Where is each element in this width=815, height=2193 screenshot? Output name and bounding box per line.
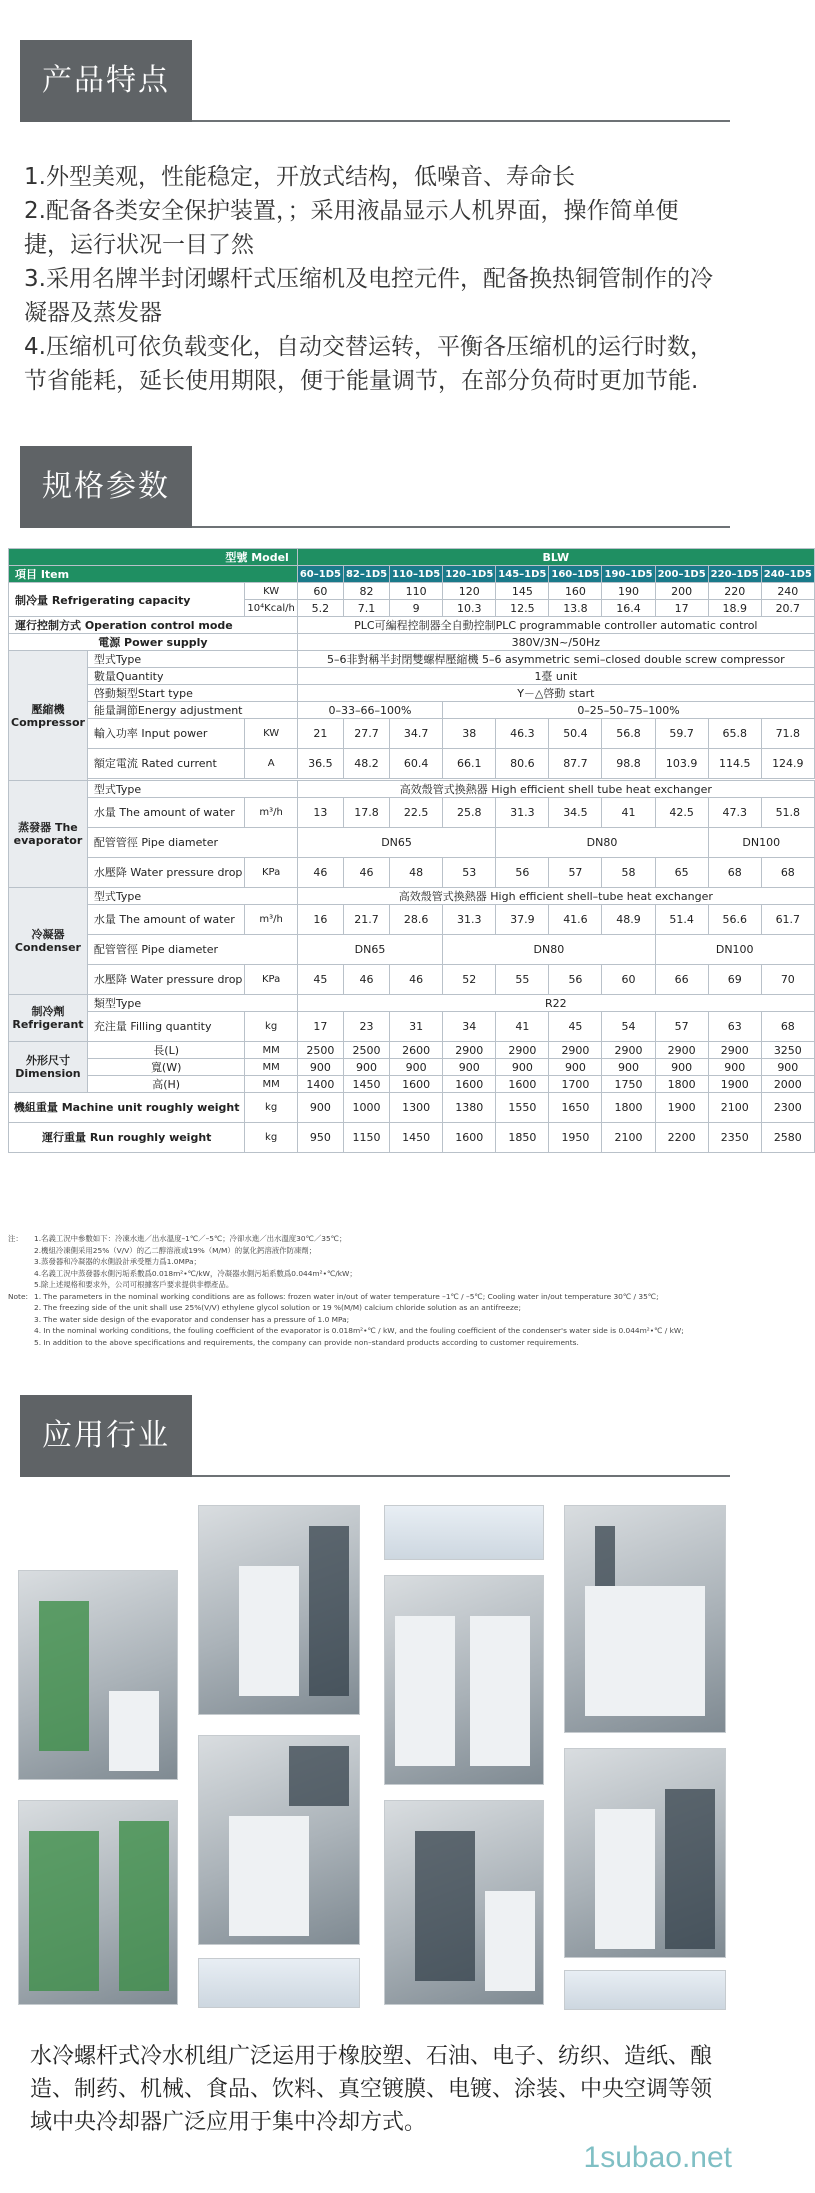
row-label: 充注量 Filling quantity xyxy=(87,1012,245,1042)
unit-cell: KW xyxy=(245,583,297,600)
value-cell: 900 xyxy=(297,1093,343,1123)
note-key: 注： xyxy=(8,1234,23,1243)
value-cell: 9 xyxy=(390,600,443,617)
value-cell: 900 xyxy=(549,1059,602,1076)
table-row xyxy=(9,781,815,798)
value-cell: 28.6 xyxy=(390,905,443,935)
value-cell: 34.5 xyxy=(549,798,602,828)
table-row xyxy=(9,651,815,668)
value-cell: 61.7 xyxy=(761,905,814,935)
model-label: 型號 Model xyxy=(9,549,298,566)
table-row xyxy=(9,583,815,600)
value-cell: 68 xyxy=(761,858,814,888)
value-cell: 50.4 xyxy=(549,719,602,749)
value-cell: 12.5 xyxy=(496,600,549,617)
factory-photo xyxy=(384,1505,544,1560)
value-cell: 2900 xyxy=(708,1042,761,1059)
control-value: PLC可編程控制器全自動控制PLC programmable controller automatic control xyxy=(297,617,814,634)
value-cell: 240–1D5 xyxy=(761,566,814,583)
value-cell: 57 xyxy=(549,858,602,888)
row-label: 配管管徑 Pipe diameter xyxy=(87,828,297,858)
factory-photo xyxy=(198,1735,360,1945)
value-cell: 46 xyxy=(343,965,389,995)
feature-line: 1.外型美观，性能稳定，开放式结构，低噪音、寿命长 xyxy=(24,164,575,190)
value-cell: 17 xyxy=(297,1012,343,1042)
note-line: 2.機組冷凍側采用25%（V/V）的乙二醇溶液或19%（M/M）的氯化鈣溶液作防凍劑； xyxy=(34,1245,317,1255)
value-cell: 200–1D5 xyxy=(655,566,708,583)
value-cell: 65 xyxy=(655,858,708,888)
row-label: 數量Quantity xyxy=(87,668,297,685)
value-cell: 2000 xyxy=(761,1076,814,1093)
row-label: 額定電流 Rated current xyxy=(87,749,245,779)
unit-cell: 10⁴Kcal/h xyxy=(245,600,297,617)
value-cell: 145–1D5 xyxy=(496,566,549,583)
unit-cell: kg xyxy=(245,1093,297,1123)
value-cell: 13 xyxy=(297,798,343,828)
value-cell: 5.2 xyxy=(297,600,343,617)
factory-photo xyxy=(198,1958,360,2008)
table-row xyxy=(9,1042,815,1059)
note-key: Note: xyxy=(8,1291,28,1301)
unit-cell: m³/h xyxy=(245,905,297,935)
row-label: 類型Type xyxy=(87,995,297,1012)
row-label: 輸入功率 Input power xyxy=(87,719,245,749)
capacity-label: 制冷量 Refrigerating capacity xyxy=(9,583,245,617)
value-cell: 2200 xyxy=(655,1123,708,1153)
note-line: 5.除上述規格和要求外，公司可根據客戶要求提供非標產品。 xyxy=(34,1280,234,1289)
value-cell: 1650 xyxy=(549,1093,602,1123)
value-cell: 2600 xyxy=(390,1042,443,1059)
value-cell: 2580 xyxy=(761,1123,814,1153)
table-row xyxy=(9,965,815,995)
value-cell: 18.9 xyxy=(708,600,761,617)
row-value: Y－△啓動 start xyxy=(297,685,814,702)
value-cell: 31.3 xyxy=(443,905,496,935)
value-cell: 220–1D5 xyxy=(708,566,761,583)
table-row xyxy=(9,549,815,566)
row-label: 啓動類型Start type xyxy=(87,685,297,702)
value-cell: 1600 xyxy=(443,1123,496,1153)
value-cell: 900 xyxy=(602,1059,655,1076)
row-value: 0–25–50–75–100% xyxy=(443,702,815,719)
row-label: 型式Type xyxy=(87,781,297,798)
note-line: 5. In addition to the above specifications and requirements, the company can provide non–standard products according to customer requirements. xyxy=(34,1337,579,1347)
row-label: 水壓降 Water pressure drop xyxy=(87,965,245,995)
unit-cell: MM xyxy=(245,1042,297,1059)
condenser-group: 冷凝器 Condenser xyxy=(9,888,88,995)
series-label: BLW xyxy=(297,549,814,566)
value-cell: 48 xyxy=(390,858,443,888)
row-label: 水壓降 Water pressure drop xyxy=(87,858,245,888)
factory-photo xyxy=(564,1970,726,2010)
value-cell: 17.8 xyxy=(343,798,389,828)
value-cell: 2100 xyxy=(602,1123,655,1153)
unit-cell: m³/h xyxy=(245,798,297,828)
value-cell: 900 xyxy=(297,1059,343,1076)
value-cell: 3250 xyxy=(761,1042,814,1059)
value-cell: 120 xyxy=(443,583,496,600)
value-cell: 87.7 xyxy=(549,749,602,779)
specs-header xyxy=(20,446,730,528)
value-cell: 46 xyxy=(297,858,343,888)
value-cell: 41.6 xyxy=(549,905,602,935)
refrigerant-group: 制冷劑 Refrigerant xyxy=(9,995,88,1042)
factory-photo xyxy=(18,1800,178,2005)
value-cell: 1800 xyxy=(602,1093,655,1123)
value-cell: 98.8 xyxy=(602,749,655,779)
row-value: R22 xyxy=(297,995,814,1012)
unit-cell: KPa xyxy=(245,965,297,995)
value-cell: 66.1 xyxy=(443,749,496,779)
unit-cell: kg xyxy=(245,1123,297,1153)
row-value: 高效殼管式換熱器 High efficient shell tube heat exchanger xyxy=(297,781,814,798)
unit-cell: MM xyxy=(245,1059,297,1076)
table-row xyxy=(9,1076,815,1093)
value-cell: 46 xyxy=(343,858,389,888)
table-row xyxy=(9,798,815,828)
value-cell: 110–1D5 xyxy=(390,566,443,583)
value-cell: 2900 xyxy=(602,1042,655,1059)
spec-notes xyxy=(8,1233,738,1348)
note-line: 1. The parameters in the nominal working conditions are as follows: frozen water in/out of water temperature –1℃ / –5℃; Cooling water in/out temperature 30℃ / 35℃; xyxy=(34,1291,659,1301)
row-label: 高(H) xyxy=(87,1076,245,1093)
row-value: DN65 xyxy=(297,935,442,965)
weight-label: 機組重量 Machine unit roughly weight xyxy=(9,1093,245,1123)
features-list xyxy=(24,160,724,398)
value-cell: 27.7 xyxy=(343,719,389,749)
unit-cell: A xyxy=(245,749,297,779)
value-cell: 46 xyxy=(390,965,443,995)
table-row xyxy=(9,617,815,634)
feature-line: 4.压缩机可依负载变化，自动交替运转，平衡各压缩机的运行时数，节省能耗，延长使用期限，便于能量调节，在部分负荷时更加节能. xyxy=(24,334,713,394)
value-cell: 65.8 xyxy=(708,719,761,749)
value-cell: 120–1D5 xyxy=(443,566,496,583)
row-value: DN100 xyxy=(655,935,814,965)
value-cell: 13.8 xyxy=(549,600,602,617)
value-cell: 114.5 xyxy=(708,749,761,779)
industry-description: 水冷螺杆式冷水机组广泛运用于橡胶塑、石油、电子、纺织、造纸、酿造、制药、机械、食品、饮料、真空镀膜、电镀、涂装、中央空调等领域中央冷却器广泛应用于集中冷却方式。 xyxy=(30,2044,713,2135)
feature-line: 3.采用名牌半封闭螺杆式压缩机及电控元件，配备换热铜管制作的冷凝器及蒸发器 xyxy=(24,266,713,326)
value-cell: 240 xyxy=(761,583,814,600)
header-divider xyxy=(192,526,730,528)
note-line: 3.蒸發器和冷凝器的水側設計承受壓力爲1.0MPa； xyxy=(34,1257,201,1266)
value-cell: 900 xyxy=(343,1059,389,1076)
dimension-group: 外形尺寸 Dimension xyxy=(9,1042,88,1093)
industry-header xyxy=(20,1395,730,1477)
factory-photo xyxy=(564,1748,726,1958)
value-cell: 34.7 xyxy=(390,719,443,749)
power-label: 電源 Power supply xyxy=(9,634,298,651)
value-cell: 53 xyxy=(443,858,496,888)
table-row xyxy=(9,935,815,965)
value-cell: 21.7 xyxy=(343,905,389,935)
value-cell: 31.3 xyxy=(496,798,549,828)
table-row xyxy=(9,905,815,935)
value-cell: 1000 xyxy=(343,1093,389,1123)
value-cell: 54 xyxy=(602,1012,655,1042)
row-label: 長(L) xyxy=(87,1042,245,1059)
value-cell: 190 xyxy=(602,583,655,600)
factory-photo xyxy=(18,1570,178,1780)
factory-photo xyxy=(384,1800,544,2005)
value-cell: 57 xyxy=(655,1012,708,1042)
value-cell: 7.1 xyxy=(343,600,389,617)
table-row xyxy=(9,1123,815,1153)
value-cell: 82 xyxy=(343,583,389,600)
value-cell: 36.5 xyxy=(297,749,343,779)
row-label: 寬(W) xyxy=(87,1059,245,1076)
value-cell: 1600 xyxy=(390,1076,443,1093)
value-cell: 1450 xyxy=(343,1076,389,1093)
value-cell: 60.4 xyxy=(390,749,443,779)
row-label: 型式Type xyxy=(87,888,297,905)
value-cell: 23 xyxy=(343,1012,389,1042)
table-row xyxy=(9,1093,815,1123)
value-cell: 2500 xyxy=(297,1042,343,1059)
value-cell: 47.3 xyxy=(708,798,761,828)
value-cell: 1400 xyxy=(297,1076,343,1093)
value-cell: 2900 xyxy=(549,1042,602,1059)
value-cell: 900 xyxy=(496,1059,549,1076)
value-cell: 1850 xyxy=(496,1123,549,1153)
value-cell: 103.9 xyxy=(655,749,708,779)
value-cell: 34 xyxy=(443,1012,496,1042)
value-cell: 69 xyxy=(708,965,761,995)
value-cell: 2900 xyxy=(443,1042,496,1059)
row-value: DN65 xyxy=(297,828,495,858)
value-cell: 56.6 xyxy=(708,905,761,935)
value-cell: 48.2 xyxy=(343,749,389,779)
row-label: 配管管徑 Pipe diameter xyxy=(87,935,297,965)
value-cell: 55 xyxy=(496,965,549,995)
value-cell: 48.9 xyxy=(602,905,655,935)
value-cell: 2900 xyxy=(496,1042,549,1059)
value-cell: 46.3 xyxy=(496,719,549,749)
value-cell: 1550 xyxy=(496,1093,549,1123)
table-row xyxy=(9,888,815,905)
table-row xyxy=(9,634,815,651)
row-label: 能量調節Energy adjustment xyxy=(87,702,297,719)
value-cell: 60 xyxy=(297,583,343,600)
row-value: DN100 xyxy=(708,828,814,858)
value-cell: 900 xyxy=(390,1059,443,1076)
spec-table xyxy=(8,548,815,1153)
evaporator-group: 蒸發器 The evaporator xyxy=(9,781,88,888)
row-value: 1臺 unit xyxy=(297,668,814,685)
value-cell: 41 xyxy=(602,798,655,828)
value-cell: 1750 xyxy=(602,1076,655,1093)
value-cell: 51.4 xyxy=(655,905,708,935)
row-value: 5–6非對稱半封閉雙螺桿壓縮機 5–6 asymmetric semi–closed double screw compressor xyxy=(297,651,814,668)
header-divider xyxy=(192,120,730,122)
row-value: DN80 xyxy=(496,828,708,858)
value-cell: 68 xyxy=(708,858,761,888)
value-cell: 220 xyxy=(708,583,761,600)
value-cell: 2500 xyxy=(343,1042,389,1059)
value-cell: 37.9 xyxy=(496,905,549,935)
table-row xyxy=(9,566,815,583)
value-cell: 17 xyxy=(655,600,708,617)
value-cell: 200 xyxy=(655,583,708,600)
table-row xyxy=(9,828,815,858)
value-cell: 124.9 xyxy=(761,749,814,779)
table-row xyxy=(9,685,815,702)
row-value: 0–33–66–100% xyxy=(297,702,442,719)
value-cell: 900 xyxy=(708,1059,761,1076)
note-line: 2. The freezing side of the unit shall use 25%(V/V) ethylene glycol solution or 19 %(M/M) calcium chloride solution as an antifreeze; xyxy=(34,1303,521,1312)
value-cell: 1900 xyxy=(708,1076,761,1093)
value-cell: 31 xyxy=(390,1012,443,1042)
value-cell: 2900 xyxy=(655,1042,708,1059)
value-cell: 16 xyxy=(297,905,343,935)
value-cell: 1300 xyxy=(390,1093,443,1123)
value-cell: 45 xyxy=(297,965,343,995)
table-row xyxy=(9,719,815,749)
value-cell: 1700 xyxy=(549,1076,602,1093)
value-cell: 22.5 xyxy=(390,798,443,828)
value-cell: 56 xyxy=(549,965,602,995)
industry-title: 应用行业 xyxy=(20,1395,192,1477)
value-cell: 63 xyxy=(708,1012,761,1042)
value-cell: 1950 xyxy=(549,1123,602,1153)
factory-photo xyxy=(384,1575,544,1785)
table-row xyxy=(9,668,815,685)
item-label: 項目 Item xyxy=(9,566,298,583)
row-label: 水量 The amount of water xyxy=(87,905,245,935)
value-cell: 145 xyxy=(496,583,549,600)
value-cell: 71.8 xyxy=(761,719,814,749)
value-cell: 2300 xyxy=(761,1093,814,1123)
header-divider xyxy=(192,1475,730,1477)
value-cell: 160 xyxy=(549,583,602,600)
feature-line: 2.配备各类安全保护装置，；采用液晶显示人机界面，操作简单便捷，运行状况一目了然 xyxy=(24,198,679,258)
features-header xyxy=(20,40,730,122)
unit-cell: KW xyxy=(245,719,297,749)
value-cell: 1380 xyxy=(443,1093,496,1123)
factory-photo xyxy=(564,1505,726,1733)
note-line: 1.名義工況中參數如下：冷凍水進／出水溫度–1℃／–5℃；冷卻水進／出水溫度30℃／35℃； xyxy=(34,1234,347,1243)
value-cell: 80.6 xyxy=(496,749,549,779)
specs-title: 规格参数 xyxy=(20,446,192,528)
row-value: DN80 xyxy=(443,935,655,965)
value-cell: 900 xyxy=(443,1059,496,1076)
unit-cell: MM xyxy=(245,1076,297,1093)
value-cell: 60–1D5 xyxy=(297,566,343,583)
control-label: 運行控制方式 Operation control mode xyxy=(9,617,298,634)
value-cell: 900 xyxy=(655,1059,708,1076)
unit-cell: kg xyxy=(245,1012,297,1042)
watermark: 1subao.net xyxy=(583,2141,732,2174)
table-row xyxy=(9,1012,815,1042)
value-cell: 1900 xyxy=(655,1093,708,1123)
value-cell: 10.3 xyxy=(443,600,496,617)
value-cell: 42.5 xyxy=(655,798,708,828)
features-title: 产品特点 xyxy=(20,40,192,122)
value-cell: 1600 xyxy=(443,1076,496,1093)
table-row xyxy=(9,995,815,1012)
value-cell: 60 xyxy=(602,965,655,995)
value-cell: 66 xyxy=(655,965,708,995)
note-line: 4. In the nominal working conditions, the fouling coefficient of the evaporator is 0.018m²•℃ / kW, and the fouling coefficient of the condenser's water side is 0.044m²•℃ / kW; xyxy=(34,1326,684,1335)
table-row xyxy=(9,702,815,719)
value-cell: 1800 xyxy=(655,1076,708,1093)
value-cell: 1150 xyxy=(343,1123,389,1153)
value-cell: 38 xyxy=(443,719,496,749)
value-cell: 59.7 xyxy=(655,719,708,749)
value-cell: 1450 xyxy=(390,1123,443,1153)
note-line: 4.名義工況中蒸發器水側污垢系數爲0.018m²•℃/kW，冷凝器水側污垢系數爲0.044m²•℃/kW； xyxy=(34,1268,357,1278)
value-cell: 110 xyxy=(390,583,443,600)
row-value: 高效殼管式換熱器 High efficient shell–tube heat exchanger xyxy=(297,888,814,905)
value-cell: 160–1D5 xyxy=(549,566,602,583)
note-line: 3. The water side design of the evaporator and condenser has a pressure of 1.0 MPa; xyxy=(34,1314,350,1324)
value-cell: 25.8 xyxy=(443,798,496,828)
value-cell: 58 xyxy=(602,858,655,888)
value-cell: 56.8 xyxy=(602,719,655,749)
value-cell: 1600 xyxy=(496,1076,549,1093)
value-cell: 41 xyxy=(496,1012,549,1042)
row-label: 型式Type xyxy=(87,651,297,668)
value-cell: 2100 xyxy=(708,1093,761,1123)
table-row xyxy=(9,749,815,779)
value-cell: 16.4 xyxy=(602,600,655,617)
value-cell: 190–1D5 xyxy=(602,566,655,583)
value-cell: 52 xyxy=(443,965,496,995)
row-label: 水量 The amount of water xyxy=(87,798,245,828)
compressor-group: 壓縮機 Compressor xyxy=(9,651,88,781)
table-row xyxy=(9,858,815,888)
value-cell: 68 xyxy=(761,1012,814,1042)
unit-cell: KPa xyxy=(245,858,297,888)
value-cell: 2350 xyxy=(708,1123,761,1153)
value-cell: 20.7 xyxy=(761,600,814,617)
value-cell: 21 xyxy=(297,719,343,749)
value-cell: 82–1D5 xyxy=(343,566,389,583)
table-row xyxy=(9,1059,815,1076)
value-cell: 56 xyxy=(496,858,549,888)
run-label: 運行重量 Run roughly weight xyxy=(9,1123,245,1153)
factory-photo xyxy=(198,1505,360,1715)
value-cell: 45 xyxy=(549,1012,602,1042)
value-cell: 51.8 xyxy=(761,798,814,828)
value-cell: 70 xyxy=(761,965,814,995)
value-cell: 950 xyxy=(297,1123,343,1153)
value-cell: 900 xyxy=(761,1059,814,1076)
power-value: 380V/3N~/50Hz xyxy=(297,634,814,651)
